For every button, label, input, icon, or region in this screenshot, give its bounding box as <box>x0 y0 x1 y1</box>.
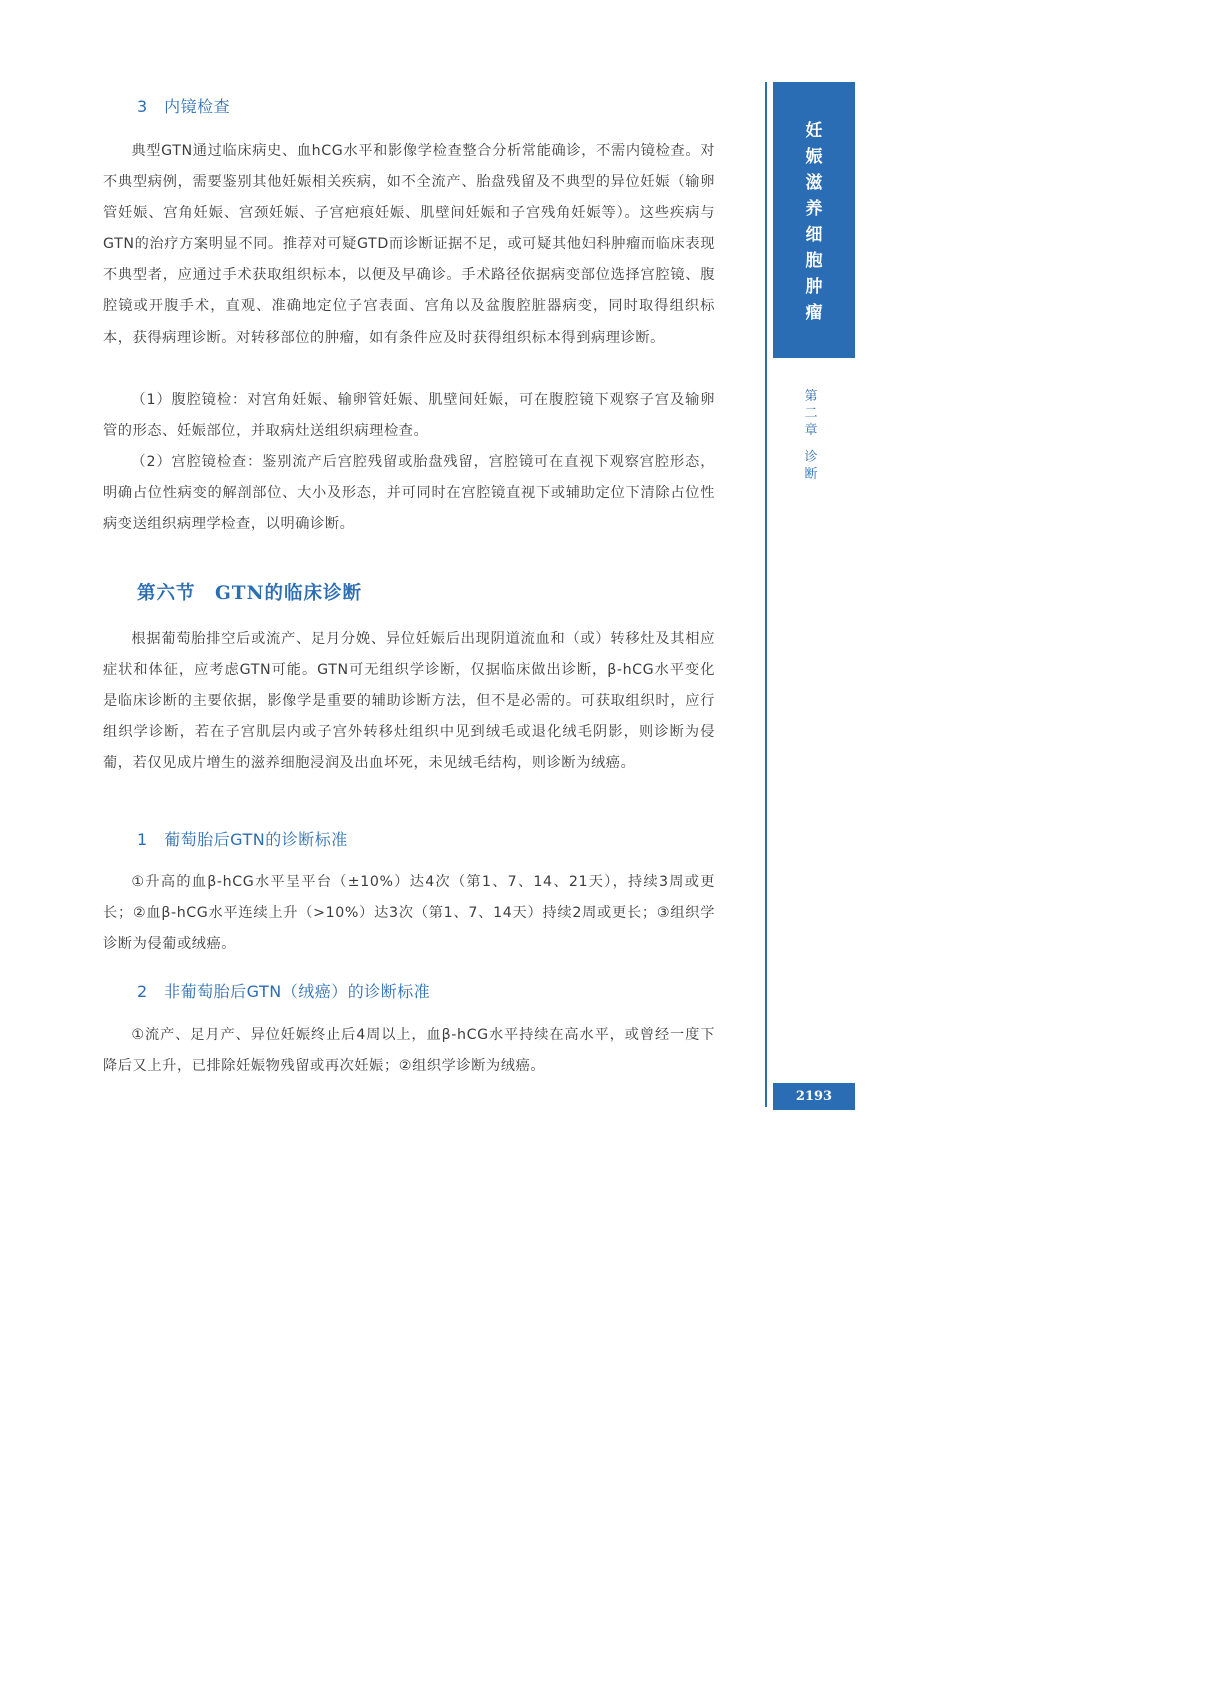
chapter-label-char: 断 <box>804 467 818 482</box>
book-title-char: 养 <box>805 199 823 219</box>
paragraph-endoscopy-intro: 典型GTN通过临床病史、血hCG水平和影像学检查整合分析常能确诊，不需内镜检查。对不典型病例，需要鉴别其他妊娠相关疾病，如不全流产、胎盘残留及不典型的异位妊娠（输卵管妊娠、宫角妊娠、宫颈妊娠、子宫疤痕妊娠、肌壁间妊娠和子宫残角妊娠等）。这些疾病与GTN的治疗方案明显不同。推荐对可疑GTD而诊断证据不足，或可疑其他妇科肿瘤而临床表现不典型者，应通过手术获取组织标本，以便及早确诊。手术路径依据病变部位选择宫腔镜、腹腔镜或开腹手术，直观、准确地定位子宫表面、宫角以及盆腹腔脏器病变，同时取得组织标本，获得病理诊断。对转移部位的肿瘤，如有条件应及时获得组织标本得到病理诊断。 <box>103 143 715 346</box>
book-title-char: 肿 <box>805 277 823 297</box>
book-title-char: 瘤 <box>805 303 823 323</box>
chapter-label-char: 第 <box>804 389 818 404</box>
book-title-char: 细 <box>805 225 823 245</box>
subheading-post-mole-criteria: 1 葡萄胎后GTN的诊断标准 <box>137 830 348 849</box>
chapter-label-char: 二 <box>804 406 818 421</box>
book-title-char: 胞 <box>805 251 823 271</box>
book-title <box>773 118 855 326</box>
margin-divider-line <box>765 82 767 1107</box>
section-title-clinical-diagnosis: 第六节 GTN的临床诊断 <box>137 583 362 604</box>
paragraph-clinical-diagnosis: 根据葡萄胎排空后或流产、足月分娩、异位妊娠后出现阴道流血和（或）转移灶及其相应症状和体征，应考虑GTN可能。GTN可无组织学诊断，仅据临床做出诊断，β-hCG水平变化是临床诊断的主要依据，影像学是重要的辅助诊断方法，但不是必需的。可获取组织时，应行组织学诊断，若在子宫肌层内或子宫外转移灶组织中见到绒毛或退化绒毛阴影，则诊断为侵葡，若仅见成片增生的滋养细胞浸润及出血坏死，未见绒毛结构，则诊断为绒癌。 <box>103 631 715 772</box>
page-number: 2193 <box>773 1083 855 1110</box>
subheading-non-mole-criteria: 2 非葡萄胎后GTN（绒癌）的诊断标准 <box>137 982 431 1001</box>
paragraph-laparoscopy: （1）腹腔镜检：对宫角妊娠、输卵管妊娠、肌壁间妊娠，可在腹腔镜下观察子宫及输卵管的形态、妊娠部位，并取病灶送组织病理检查。 <box>103 392 715 440</box>
chapter-label-char: 诊 <box>804 450 818 465</box>
chapter-label <box>796 388 826 483</box>
chapter-label-char: 章 <box>804 423 818 438</box>
section-heading-endoscopy: 3 内镜检查 <box>137 97 231 116</box>
paragraph-post-mole-criteria: ①升高的血β-hCG水平呈平台（±10%）达4次（第1、7、14、21天），持续3周或更长；②血β-hCG水平连续上升（>10%）达3次（第1、7、14天）持续2周或更长；③组织学诊断为侵葡或绒癌。 <box>103 874 715 953</box>
book-title-char: 妊 <box>805 121 823 141</box>
paragraph-non-mole-criteria: ①流产、足月产、异位妊娠终止后4周以上，血β-hCG水平持续在高水平，或曾经一度下降后又上升，已排除妊娠物残留或再次妊娠；②组织学诊断为绒癌。 <box>103 1027 715 1075</box>
book-title-char: 娠 <box>805 147 823 167</box>
paragraph-hysteroscopy: （2）宫腔镜检查：鉴别流产后宫腔残留或胎盘残留，宫腔镜可在直视下观察宫腔形态，明确占位性病变的解剖部位、大小及形态，并可同时在宫腔镜直视下或辅助定位下清除占位性病变送组织病理学检查，以明确诊断。 <box>103 454 715 533</box>
book-title-char: 滋 <box>805 173 823 193</box>
chapter-label-char <box>796 439 826 449</box>
